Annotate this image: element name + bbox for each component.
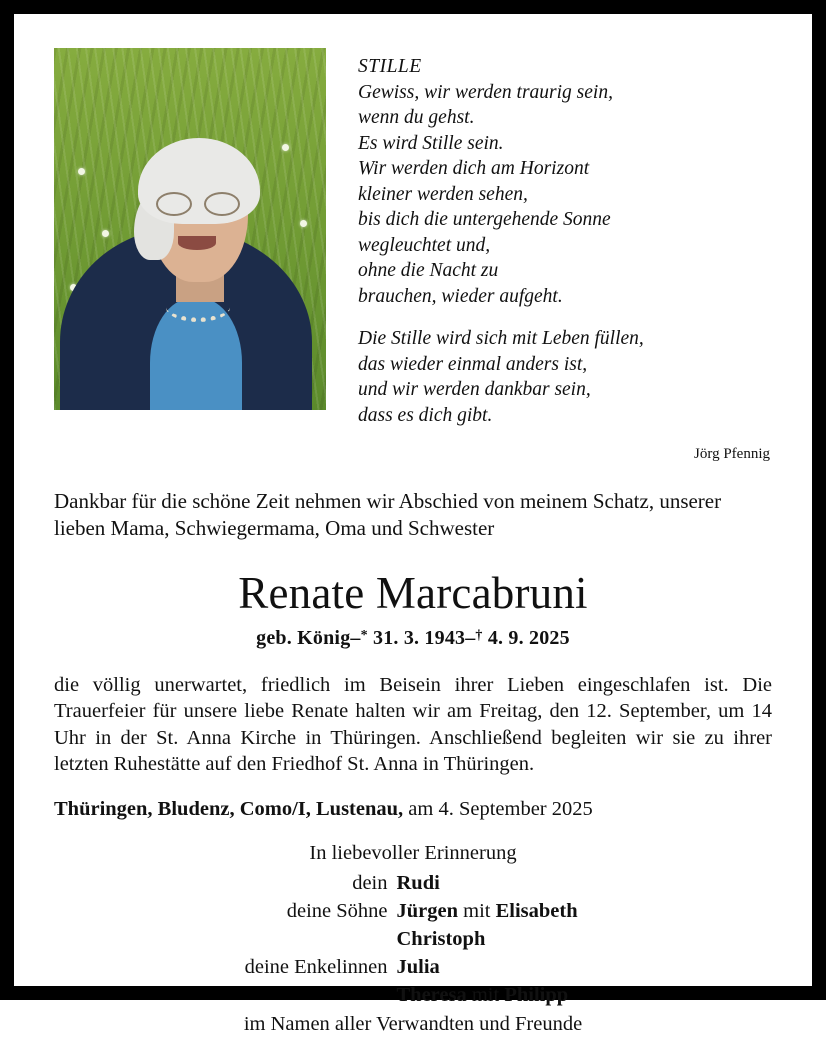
birth-date: 31. 3. 1943 xyxy=(373,626,466,649)
poem-line: Es wird Stille sein. xyxy=(358,132,504,154)
family-names xyxy=(397,897,627,925)
family-relation xyxy=(200,925,397,953)
family-name: Theresa xyxy=(396,983,467,1006)
poem-title: STILLE xyxy=(358,56,422,77)
poem-line: wegleuchtet und, xyxy=(358,234,491,256)
poem-stanza-1 xyxy=(358,80,772,310)
family-name: Jürgen xyxy=(396,899,458,922)
poem-block xyxy=(326,48,772,468)
family-row xyxy=(54,953,772,981)
family-name-partner: Elisabeth xyxy=(495,899,578,922)
family-names xyxy=(397,953,627,981)
family-connector: mit xyxy=(458,899,496,922)
family-row xyxy=(54,897,772,925)
flower-icon xyxy=(282,144,289,151)
poem-line: wenn du gehst. xyxy=(358,107,475,128)
family-name: Julia xyxy=(396,955,440,978)
poem-line: Wir werden dich am Horizont xyxy=(358,158,590,179)
family-names xyxy=(397,981,627,1009)
poem-line: das wieder einmal anders ist, xyxy=(358,353,588,375)
memory-line: In liebevoller Erinnerung xyxy=(309,841,517,864)
family-relation: deine Söhne xyxy=(286,899,388,922)
date-separator-2: – xyxy=(465,626,476,649)
family-names xyxy=(397,925,627,953)
family-name-partner: Philipp xyxy=(504,983,569,1006)
flower-icon xyxy=(300,220,307,227)
poem-line: kleiner werden sehen, xyxy=(358,183,528,205)
glasses-icon xyxy=(154,192,242,214)
family-row xyxy=(54,869,772,897)
header-section xyxy=(54,48,772,468)
family-name: Christoph xyxy=(396,927,486,950)
poem-line: und wir werden dankbar sein, xyxy=(358,379,591,400)
birth-symbol: * xyxy=(360,627,368,643)
family-row xyxy=(54,925,772,953)
poem-author: Jörg Pfennig xyxy=(694,446,770,462)
family-relation xyxy=(200,981,397,1009)
places-date: am 4. September 2025 xyxy=(408,797,593,820)
person-mouth xyxy=(178,236,216,250)
obituary-card xyxy=(14,14,812,1035)
family-names xyxy=(397,869,627,897)
death-symbol: † xyxy=(475,627,483,643)
family-row xyxy=(54,981,772,1009)
poem-line: ohne die Nacht zu xyxy=(358,260,499,281)
poem-line: Die Stille wird sich mit Leben füllen, xyxy=(358,328,644,349)
poem-line: Gewiss, wir werden traurig sein, xyxy=(358,81,613,103)
life-dates xyxy=(54,627,772,650)
date-separator: – xyxy=(350,626,361,649)
poem-stanza-2 xyxy=(358,326,772,428)
family-list xyxy=(54,869,772,1009)
maiden-name: geb. König xyxy=(256,626,351,649)
flower-icon xyxy=(78,168,85,175)
funeral-details: die völlig unerwartet, friedlich im Beisein ihrer Lieben eingeschlafen ist. Die Trauerfeier für unsere liebe Renate halten wir am Freitag, den 12. September, um 14 Uhr in der St. Anna Kirche in Thüringen. Anschließend begleiten wir sie zu ihrer letzten Ruhestätte auf den Friedhof St. Anna in Thüringen. xyxy=(54,673,772,775)
pearl-necklace xyxy=(166,293,230,322)
places-locations: Thüringen, Bludenz, Como/I, Lustenau, xyxy=(54,797,404,820)
intro-text: Dankbar für die schöne Zeit nehmen wir Abschied von meinem Schatz, unserer lieben Mama, Schwiegermama, Oma und Schwester xyxy=(54,488,722,540)
poem-line: dass es dich gibt. xyxy=(358,404,493,426)
poem-line: brauchen, wieder aufgeht. xyxy=(358,285,563,307)
death-date: 4. 9. 2025 xyxy=(487,626,570,649)
family-relation: deine Enkelinnen xyxy=(244,955,388,978)
stanza-spacer xyxy=(358,309,772,326)
flower-icon xyxy=(102,230,109,237)
family-name: Rudi xyxy=(396,871,440,894)
family-connector: mit xyxy=(466,983,505,1006)
poem-line: bis dich die untergehende Sonne xyxy=(358,209,611,230)
closing-line: im Namen aller Verwandten und Freunde xyxy=(243,1012,583,1035)
family-relation: dein xyxy=(352,871,388,894)
deceased-name: Renate Marcabruni xyxy=(238,567,588,618)
portrait-photo xyxy=(54,48,326,410)
places-line xyxy=(54,796,772,822)
